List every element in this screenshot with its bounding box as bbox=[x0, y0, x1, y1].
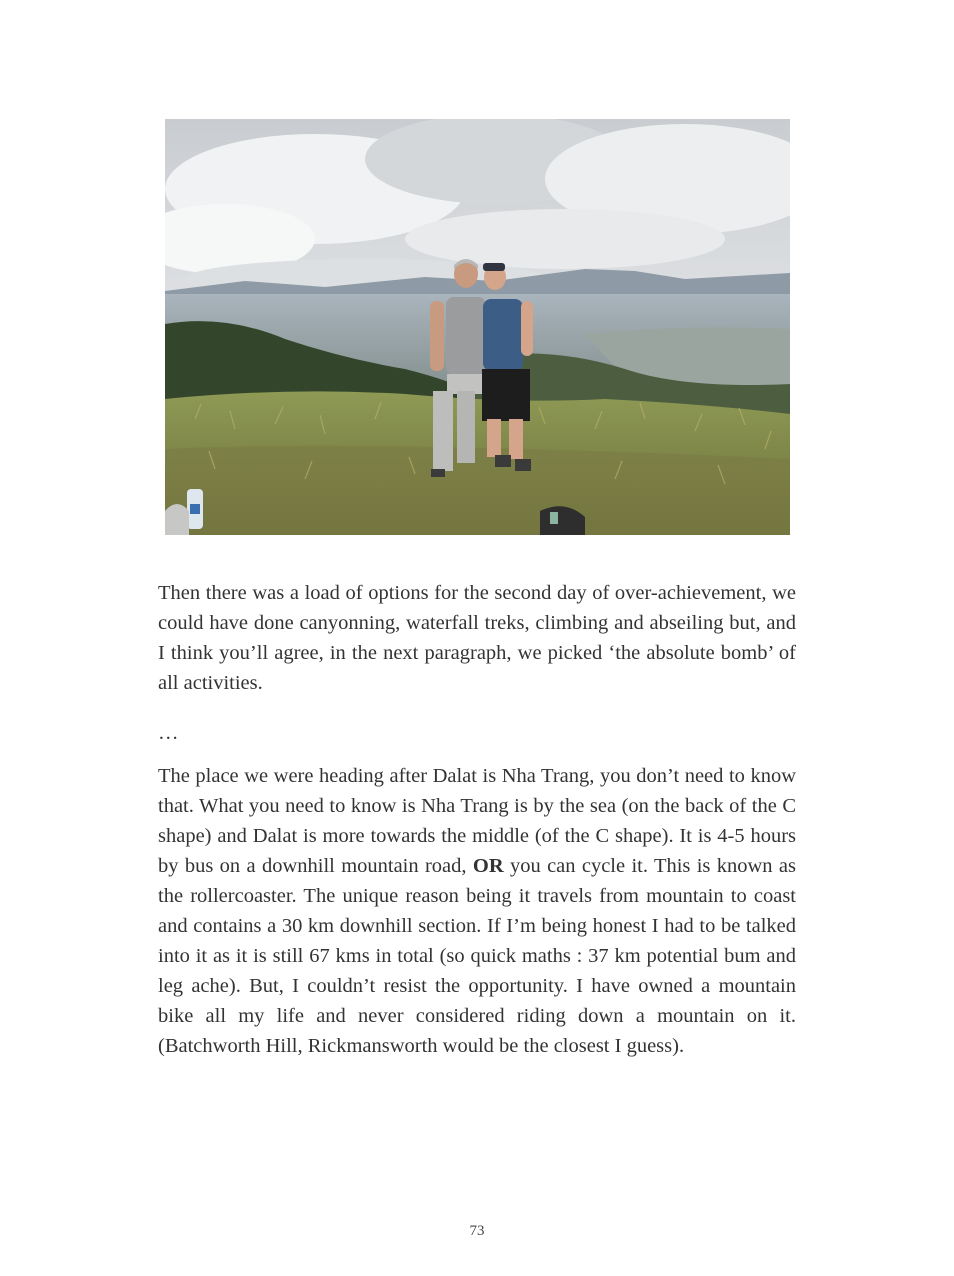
photo-two-hikers-on-mountain-summit bbox=[165, 119, 790, 535]
paragraph-2-text-start: The place we were heading after Dalat is Nha Trang, you don’t need to know that. What you need to know is Nha Trang is by the sea (on the back of the C shape) and Dalat is more towards the middle (of the C shape). It is 4-5 hours by bus on a downhill mountain road, bbox=[158, 765, 796, 877]
ellipsis-separator: … bbox=[158, 722, 179, 744]
paragraph-2-bold-or: OR bbox=[472, 855, 504, 877]
paragraph-nha-trang-rollercoaster bbox=[158, 761, 796, 1061]
page-number: 73 bbox=[469, 1223, 485, 1239]
paragraph-2-text-end: you can cycle it. This is known as the rollercoaster. The unique reason being it travels from mountain to coast and contains a 30 km downhill section. If I’m being honest I had to be talked into it as it is still 67 kms in total (so quick maths : 37 km potential bum and leg ache). But, I couldn’t resist the opportunity. I have owned a mountain bike all my life and never considered riding down a mountain on it. (Batchworth Hill, Rickmansworth would be the closest I guess). bbox=[158, 855, 796, 1057]
paragraph-options-second-day: Then there was a load of options for the second day of over-achievement, we could have done canyonning, waterfall treks, climbing and abseiling but, and I think you’ll agree, in the next paragraph, we picked ‘the absolute bomb’ of all activities. bbox=[158, 582, 796, 694]
